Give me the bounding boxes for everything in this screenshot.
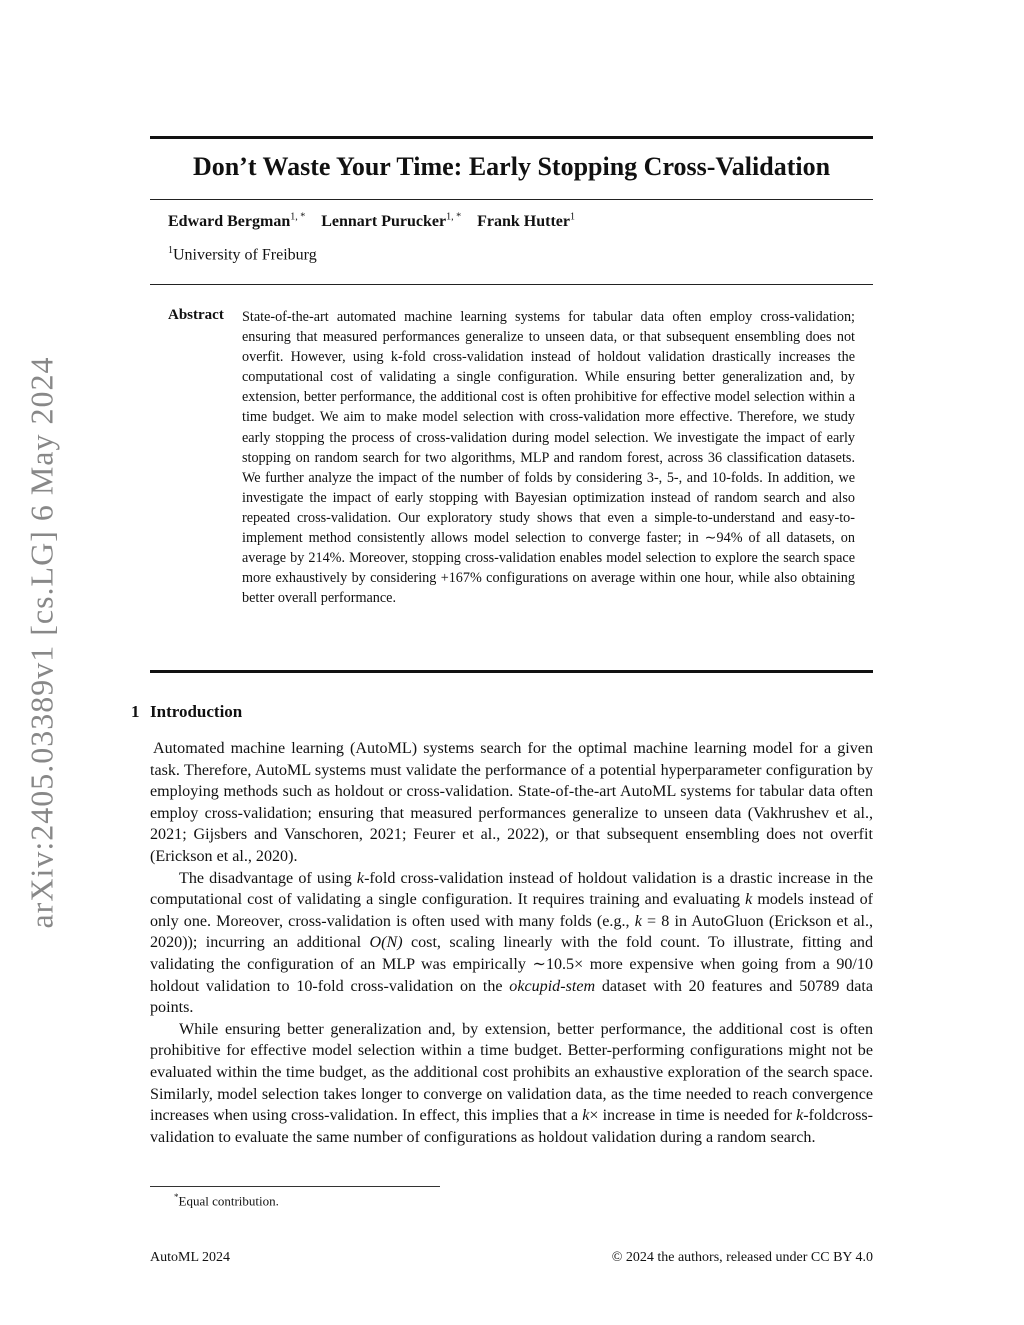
abstract-label: Abstract [168,307,224,323]
author [477,213,575,230]
abstract-bottom-rule [150,670,873,673]
introduction-body [150,738,873,1148]
abstract-top-rule [150,284,873,285]
section-heading [131,702,242,722]
text-run: -fold cross-validation instead of holdout validation is a drastic increase in the computational cost of validating a single configuration. It requires training and evaluating [150,869,873,909]
text-run: cost, scaling linearly with the fold count. To illustrate, fitting and validating the configuration of an MLP was empirically ∼10.5× more expensive when going from a 90/10 holdout validation to 10-fold cross-validation on the [150,934,874,995]
footer-license: © 2024 the authors, released under CC BY 4.0 [611,1250,873,1265]
paragraph [150,1019,873,1149]
affiliation-mark: 1 [168,245,173,256]
author-affiliation-mark: 1, * [446,212,462,223]
author-affiliation-mark: 1 [569,212,575,223]
paragraph [150,868,873,1019]
math-k: k [356,869,365,887]
author [321,213,461,230]
footer-venue: AutoML 2024 [150,1250,230,1265]
arxiv-side-stamp [22,352,62,932]
text-run: = 8 in AutoGluon (Erickson et al., 2020)); incurring an additional [150,912,873,952]
math-k: k [582,1107,590,1125]
author [168,213,305,230]
arxiv-identifier: arXiv:2405.03389v1 [cs.LG] 6 May 2024 [23,355,60,929]
footnote-text: Equal contribution. [178,1193,279,1209]
text-run: -foldcross-validation to evaluate the same number of configurations as holdout validation during a random search. [150,1107,873,1146]
math-big-o: O(N) [369,934,403,952]
author-affiliation-mark: 1, * [290,212,306,223]
author-name: Edward Bergman [168,213,291,231]
top-rule [150,136,873,139]
paper-title: Don’t Waste Your Time: Early Stopping Cross-Validation [192,152,831,181]
text-run: dataset with 20 features and 50789 data points. [150,977,873,1017]
text-run: models instead of only one. Moreover, cross-validation is often used with many folds (e.g., [150,891,873,930]
text-run: The disadvantage of using [179,869,357,887]
footnote [174,1192,279,1209]
author-list [168,212,587,231]
text-run: × increase in time is needed for [589,1107,797,1125]
text-run: While ensuring better generalization and, by extension, better performance, the additional cost is often prohibitive for effective model selection within a time budget. Better-performing configurations might not be evaluated within the time budget, as the additional cost prohibits an exhaustive exploration of the search space. Similarly, model selection takes longer to converge on validation data, as the time needed to reach convergence increases when using cross-validation. In effect, this implies that a [150,1020,873,1125]
affiliation-name: University of Freiburg [173,246,317,264]
math-k: k [634,912,642,930]
author-name: Lennart Purucker [321,213,447,231]
footnote-rule [150,1186,440,1187]
footnote-mark: * [174,1192,179,1202]
abstract-text: State-of-the-art automated machine learning systems for tabular data often employ cross-validation; ensuring that measured performances generalize to unseen data, or that subsequent ensembling does not overfit. However, using k-fold cross-validation instead of holdout validation drastically increases the computational cost of validating a single configuration. While ensuring better generalization and, by extension, better performance, the additional cost is often prohibitive for effective model selection within a time budget. We aim to make model selection with cross-validation more effective. Therefore, we study early stopping the process of cross-validation during model selection. We investigate the impact of early stopping on random search for two algorithms, MLP and random forest, across 36 classification datasets. We further analyze the impact of the number of folds by considering 3-, 5-, and 10-folds. In addition, we investigate the impact of early stopping with Bayesian optimization instead of random search and also repeated cross-validation. Our exploratory study shows that even a simple-to-understand and easy-to-implement method consistently allows model selection to converge faster; in ∼94% of all datasets, on average by 214%. Moreover, stopping cross-validation enables model selection to explore the search space more exhaustively by considering +167% configurations on average within one hour, while also obtaining better overall performance. [242,309,855,607]
section-title: Introduction [150,702,243,721]
paragraph: Automated machine learning (AutoML) systems search for the optimal machine learning model for a given task. Therefore, AutoML systems must validate the performance of a potential hyperparameter configuration by employing methods such as holdout or cross-validation. State-of-the-art AutoML systems for tabular data often employ cross-validation; ensuring that measured performances generalize to unseen data (Vakhrushev et al., 2021; Gijsbers and Vanschoren, 2021; Feurer et al., 2022), or that subsequent ensembling does not overfit (Erickson et al., 2020). [150,740,873,865]
math-k: k [796,1107,804,1125]
affiliation [168,245,317,264]
title-rule [150,199,873,200]
section-number: 1 [131,702,140,721]
math-k: k [745,891,753,909]
dataset-name: okcupid-stem [509,977,596,995]
author-name: Frank Hutter [477,213,570,231]
